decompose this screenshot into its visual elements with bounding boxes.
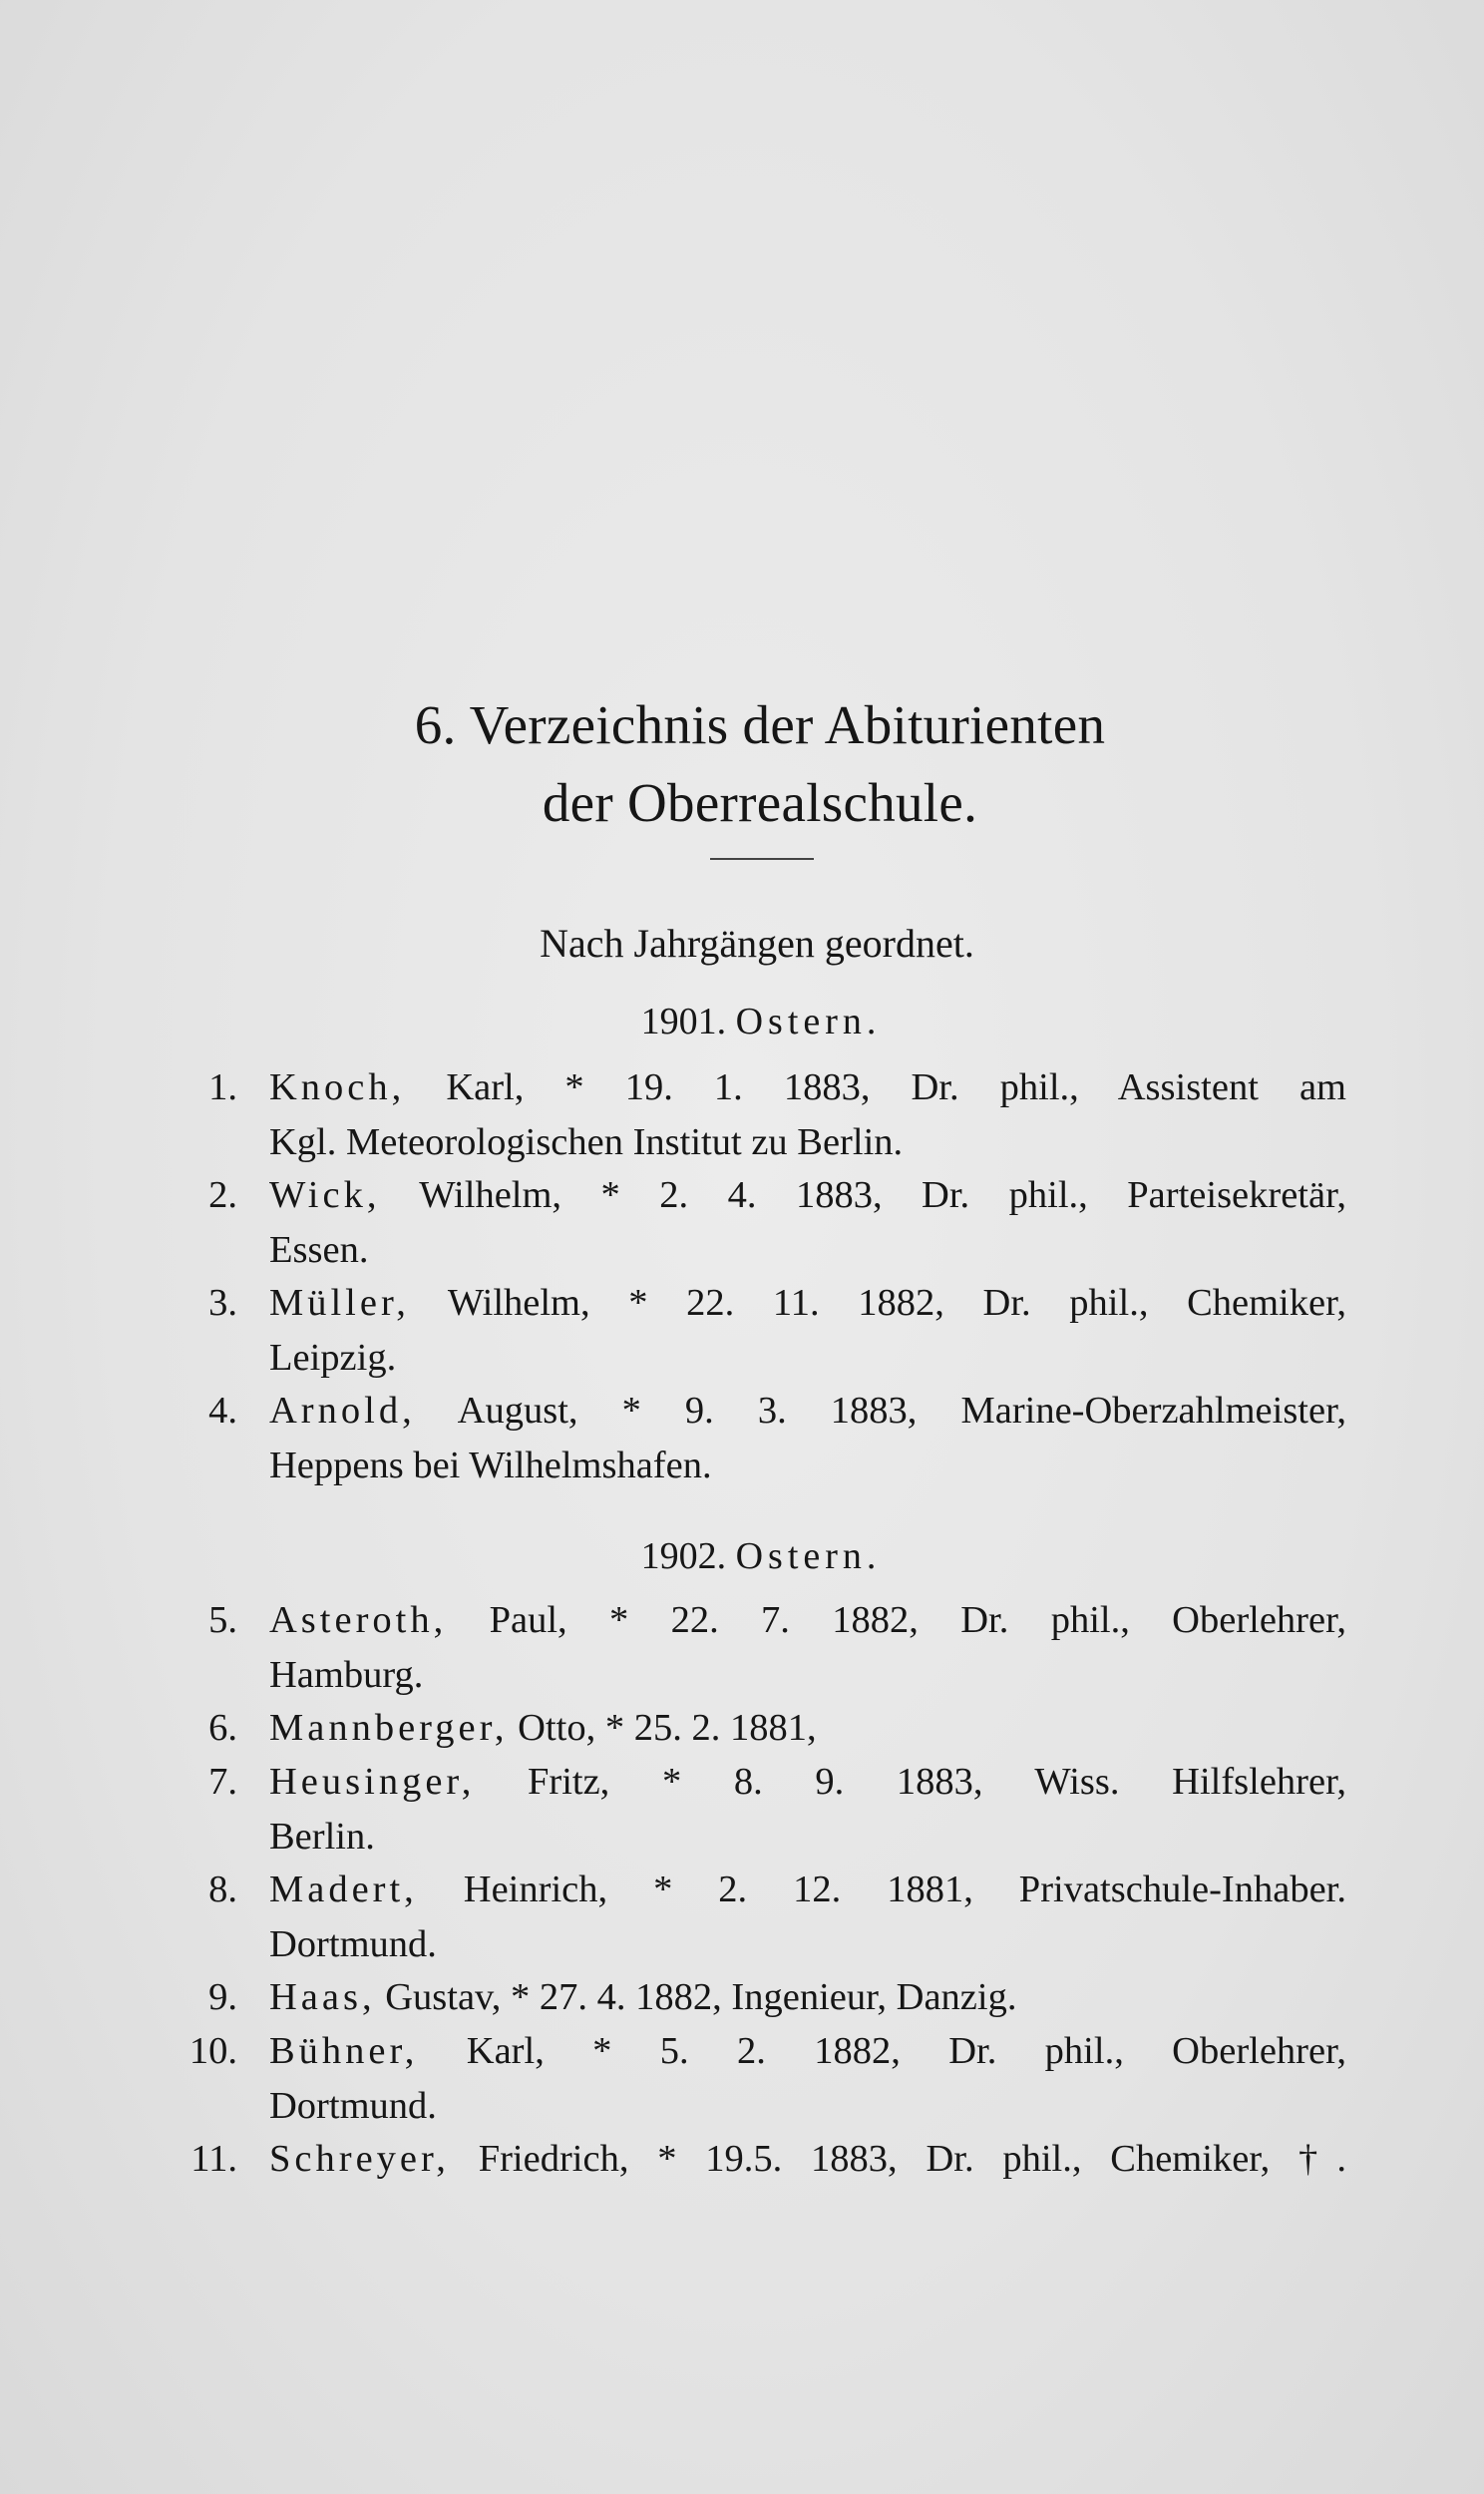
entry-name: Schreyer, (269, 2138, 450, 2180)
entry-details: Wilhelm, * 22. 11. 1882, Dr. phil., Chemiker, (447, 1282, 1346, 1324)
entry-line-2: Hamburg. (269, 1654, 424, 1696)
entry-line-1 (269, 2024, 1346, 2079)
season-label: Ostern. (735, 1535, 882, 1577)
entry-line-2: Berlin. (269, 1816, 375, 1858)
page-title (0, 686, 1484, 842)
entry-number: 7. (208, 1761, 237, 1803)
entry-number: 4. (208, 1390, 237, 1432)
entry-line-2: Heppens bei Wilhelmshafen. (269, 1445, 712, 1486)
entry-line-1 (269, 1970, 1346, 2025)
entry-name: Mannberger, (269, 1707, 509, 1749)
entry-details: Karl, * 5. 2. 1882, Dr. phil., Oberlehrer, (466, 2030, 1346, 2072)
entry-line-2: Dortmund. (269, 2085, 437, 2127)
entry-line-1 (269, 1276, 1346, 1331)
year-heading-1902 (0, 1529, 1484, 1583)
entry-number: 1. (208, 1066, 237, 1108)
entry-name: Knoch, (269, 1066, 406, 1108)
entry-number: 2. (208, 1174, 237, 1216)
list-item (170, 1060, 1346, 1170)
entry-details: Paul, * 22. 7. 1882, Dr. phil., Oberlehrer, (489, 1599, 1346, 1641)
entry-name: Asteroth, (269, 1599, 448, 1641)
list-item (170, 1593, 1346, 1703)
entry-line-1 (269, 1384, 1346, 1439)
entry-number: 10. (188, 2030, 237, 2072)
subtitle: Nach Jahrgängen geordnet. (540, 921, 974, 966)
title-divider (710, 858, 814, 860)
entry-line-1 (269, 1593, 1346, 1648)
season-label: Ostern. (735, 1001, 882, 1042)
entry-name: Müller, (269, 1282, 410, 1324)
entry-details: Friedrich, * 19.5. 1883, Dr. phil., Chemiker, †. (478, 2138, 1347, 2180)
list-item (170, 1970, 1346, 2025)
list-item (170, 1168, 1346, 1278)
entry-details: Heinrich, * 2. 12. 1881, Privatschule-Inhaber. (463, 1869, 1347, 1910)
entry-line-1 (269, 1755, 1346, 1810)
entry-number: 5. (208, 1599, 237, 1641)
entry-name: Wick, (269, 1174, 381, 1216)
entry-number: 9. (208, 1976, 237, 2018)
entry-details: Wilhelm, * 2. 4. 1883, Dr. phil., Parteisekretär, (419, 1174, 1346, 1216)
entry-name: Madert, (269, 1869, 418, 1910)
entry-details: Fritz, * 8. 9. 1883, Wiss. Hilfslehrer, (527, 1761, 1346, 1803)
entry-name: Haas, (269, 1976, 376, 2018)
entry-name: Bühner, (269, 2030, 419, 2072)
entry-line-2: Essen. (269, 1229, 369, 1271)
list-item (170, 1863, 1346, 1972)
entry-line-1 (269, 1168, 1346, 1223)
year-heading-1901 (0, 995, 1484, 1048)
title-line-2: der Oberrealschule. (542, 772, 978, 833)
entry-line-2: Dortmund. (269, 1923, 437, 1965)
entry-details: Gustav, * 27. 4. 1882, Ingenieur, Danzig. (385, 1976, 1017, 2018)
entry-line-1 (269, 1701, 1346, 1756)
entry-line-2: Leipzig. (269, 1337, 397, 1379)
year-label: 1902. (640, 1535, 727, 1577)
entry-line-1 (269, 1863, 1346, 1917)
list-item (170, 1701, 1346, 1756)
entry-name: Heusinger, (269, 1761, 476, 1803)
entry-line-1 (269, 1060, 1346, 1115)
list-item (170, 1755, 1346, 1865)
entry-details: Otto, * 25. 2. 1881, (518, 1707, 817, 1749)
list-item (170, 1384, 1346, 1493)
entry-number: 11. (190, 2138, 237, 2180)
list-item (170, 2024, 1346, 2134)
entry-line-2: Kgl. Meteorologischen Institut zu Berlin. (269, 1121, 904, 1163)
entry-name: Arnold, (269, 1390, 416, 1432)
list-item (170, 2132, 1346, 2187)
entry-details: August, * 9. 3. 1883, Marine-Oberzahlmeister, (457, 1390, 1346, 1432)
entry-line-1 (269, 2132, 1346, 2187)
entry-number: 6. (208, 1707, 237, 1749)
year-label: 1901. (640, 1001, 727, 1042)
list-item (170, 1276, 1346, 1386)
entry-details: Karl, * 19. 1. 1883, Dr. phil., Assistent am (446, 1066, 1346, 1108)
title-line-1: 6. Verzeichnis der Abiturienten (414, 694, 1106, 755)
entry-number: 3. (208, 1282, 237, 1324)
entry-number: 8. (208, 1869, 237, 1910)
